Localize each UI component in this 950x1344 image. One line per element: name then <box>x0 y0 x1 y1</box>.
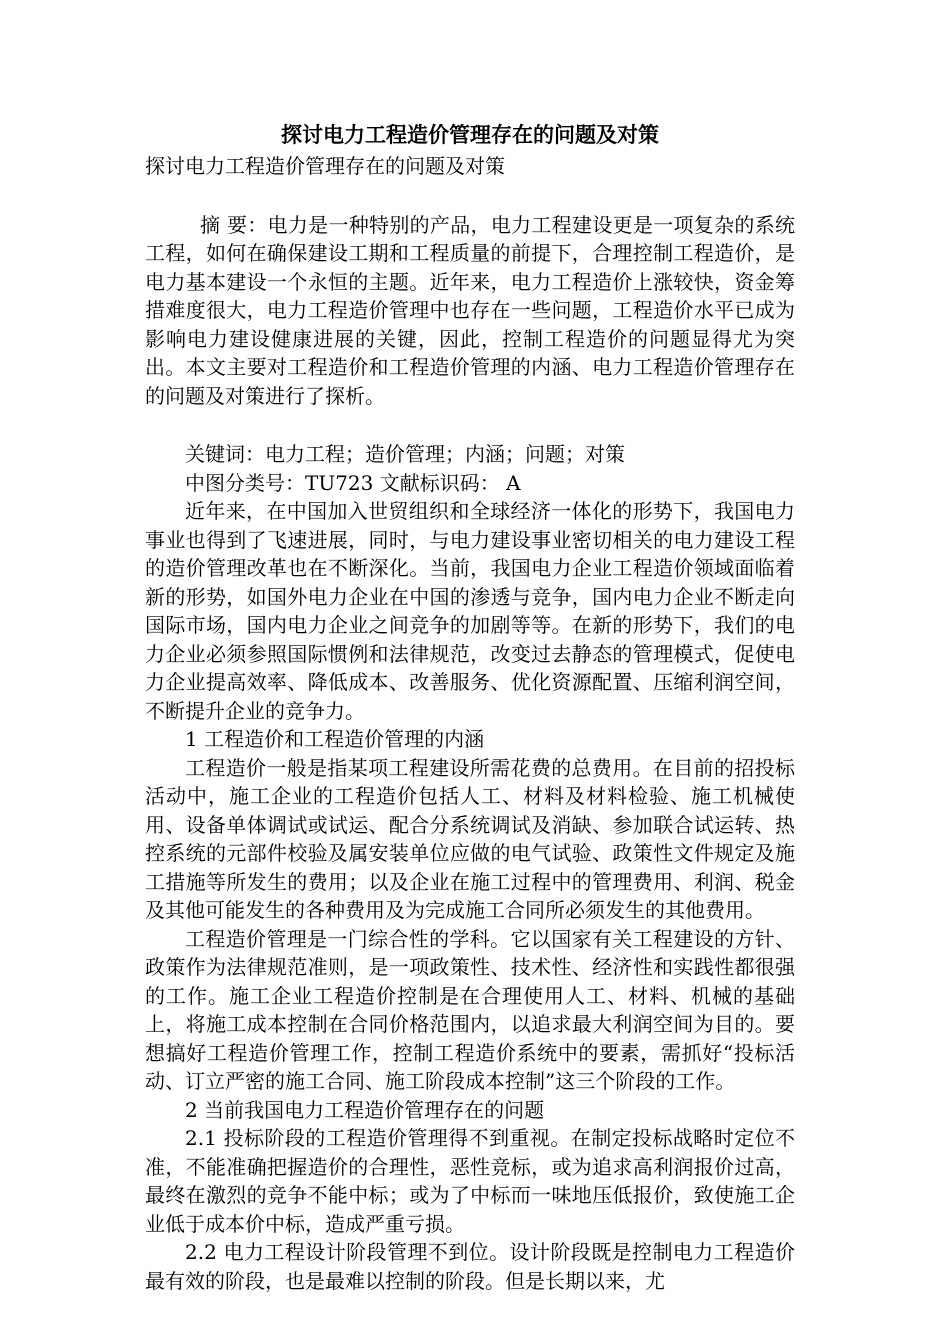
section-heading: 1 工程造价和工程造价管理的内涵 <box>185 727 485 751</box>
body-paragraph: 近年来，在中国加入世贸组织和全球经济一体化的形势下，我国电力事业也得到了飞速进展，同时，与电力建设事业密切相关的电力建设工程的造价管理改革也在不断深化。当前，我国电力企业工程造价领域面临着新的形势，如国外电力企业在中国的渗透与竞争，国内电力企业不断走向国际市场，国内电力企业之间竞争的加剧等等。在新的形势下，我们的电力企业必须参照国际惯例和法律规范，改变过去静态的管理模式，促使电力企业提高效率、降低成本、改善服务、优化资源配置、压缩利润空间，不断提升企业的竞争力。 <box>145 499 795 723</box>
body-paragraph: 工程造价管理是一门综合性的学科。它以国家有关工程建设的方针、政策作为法律规范准则，是一项政策性、技术性、经济性和实践性都很强的工作。施工企业工程造价控制是在合理使用人工、材料、机械的基础上，将施工成本控制在合同价格范围内，以追求最大利润空间为目的。要想搞好工程造价管理工作，控制工程造价系统中的要素，需抓好“投标活动、订立严密的施工合同、施工阶段成本控制”这三个阶段的工作。 <box>145 926 795 1093</box>
keywords-line: 关键词：电力工程；造价管理；内涵；问题；对策 <box>185 442 625 466</box>
abstract-paragraph: 摘 要：电力是一种特别的产品，电力工程建设更是一项复杂的系统工程，如何在确保建设工期和工程质量的前提下，合理控制工程造价，是电力基本建设一个永恒的主题。近年来，电力工程造价上涨较快，资金筹措难度很大，电力工程造价管理中也存在一些问题，工程造价水平已成为影响电力建设健康进展的关键，因此，控制工程造价的问题显得尤为突出。本文主要对工程造价和工程造价管理的内涵、电力工程造价管理存在的问题及对策进行了探析。 <box>145 212 795 408</box>
body-paragraph: 2.1 投标阶段的工程造价管理得不到重视。在制定投标战略时定位不准，不能准确把握造价的合理性，恶性竞标，或为追求高利润报价过高，最终在激烈的竞争不能中标；或为了中标而一味地压低报价，致使施工企业低于成本价中标，造成严重亏损。 <box>145 1126 795 1236</box>
body-paragraph: 工程造价一般是指某项工程建设所需花费的总费用。在目前的招投标活动中，施工企业的工程造价包括人工、材料及材料检验、施工机械使用、设备单体调试或试运、配合分系统调试及消缺、参加联合试运转、热控系统的元部件校验及属安装单位应做的电气试验、政策性文件规定及施工措施等所发生的费用；以及企业在施工过程中的管理费用、利润、税金及其他可能发生的各种费用及为完成施工合同所必须发生的其他费用。 <box>145 755 795 922</box>
document-subtitle: 探讨电力工程造价管理存在的问题及对策 <box>145 154 505 178</box>
section-heading: 2 当前我国电力工程造价管理存在的问题 <box>185 1097 545 1122</box>
document-page <box>145 118 795 1295</box>
body-paragraph: 2.2 电力工程设计阶段管理不到位。设计阶段既是控制电力工程造价最有效的阶段，也是最难以控制的阶段。但是长期以来，尤 <box>145 1240 795 1293</box>
classification-line: 中图分类号：TU723 文献标识码： A <box>185 470 521 495</box>
document-title: 探讨电力工程造价管理存在的问题及对策 <box>281 122 659 147</box>
